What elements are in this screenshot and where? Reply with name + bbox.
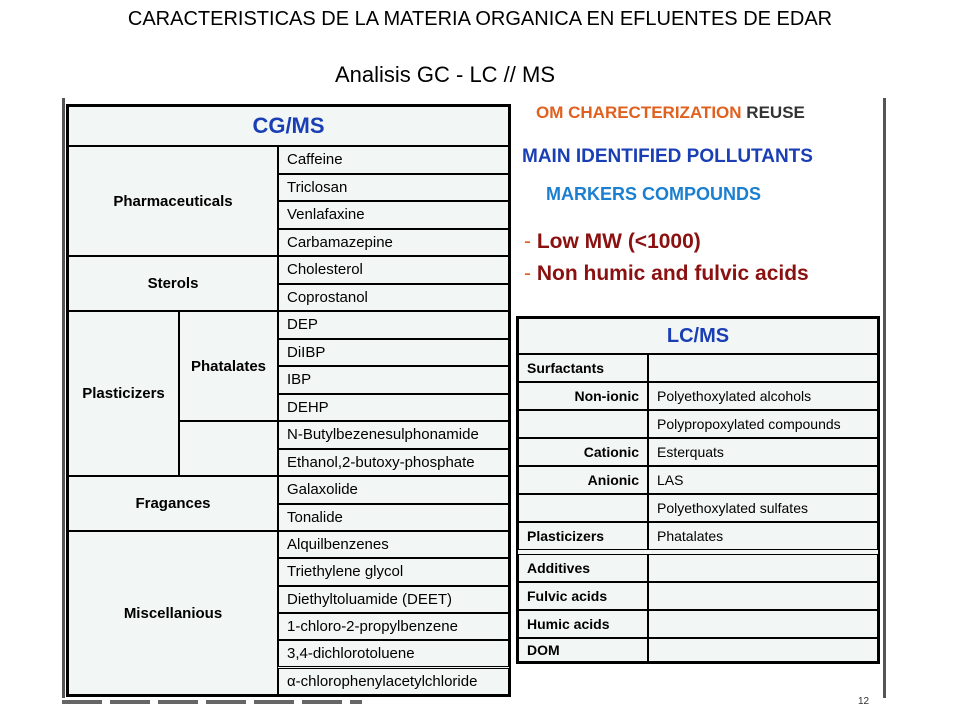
compound-cell: 1-chloro-2-propylbenzene [278, 613, 509, 640]
group-phatalates: Phatalates [179, 311, 278, 421]
compound-cell: N-Butylbezenesulphonamide [278, 421, 509, 449]
slide-subtitle: Analisis GC - LC // MS [334, 62, 556, 87]
om-characterization-heading [536, 103, 805, 123]
lcms-table [516, 316, 880, 664]
lcms-label: Fulvic acids [518, 582, 648, 610]
lcms-value: Polyethoxylated alcohols [648, 382, 878, 410]
lcms-label: Humic acids [518, 610, 648, 638]
group-plasticizers-other [179, 421, 278, 476]
lcms-label: DOM [518, 638, 648, 662]
compound-cell: DiIBP [278, 339, 509, 367]
footer-bar [62, 700, 362, 704]
compound-cell: Diethyltoluamide (DEET) [278, 586, 509, 613]
lcms-header: LC/MS [518, 318, 878, 354]
group-plasticizers: Plasticizers [68, 311, 179, 476]
lcms-label [518, 494, 648, 522]
lcms-label: Plasticizers [518, 522, 648, 550]
compound-cell: Triclosan [278, 174, 509, 202]
bullet-text: Low MW (<1000) [536, 230, 701, 253]
page-number: 12 [858, 696, 870, 707]
bullet-text: Non humic and fulvic acids [536, 262, 809, 285]
markers-heading: MARKERS COMPOUNDS [546, 184, 762, 204]
lcms-value [648, 582, 878, 610]
group-sterols: Sterols [68, 256, 278, 311]
lcms-value: Polyethoxylated sulfates [648, 494, 878, 522]
compound-cell: Caffeine [278, 146, 509, 174]
lcms-value: Phatalates [648, 522, 878, 550]
compound-cell: Tonalide [278, 504, 509, 532]
gcms-table [66, 104, 511, 697]
group-miscellanious: Miscellanious [68, 531, 278, 695]
compound-cell: Ethanol,2-butoxy-phosphate [278, 449, 509, 477]
compound-cell: IBP [278, 366, 509, 394]
om-characterization-label: OM CHARECTERIZATION [536, 103, 742, 122]
slide-title: CARACTERISTICAS DE LA MATERIA ORGANICA EN EFLUENTES DE EDAR [127, 8, 833, 30]
lcms-label: Additives [518, 554, 648, 582]
lcms-label: Non-ionic [518, 382, 648, 410]
lcms-value [648, 554, 878, 582]
lcms-label [518, 410, 648, 438]
lcms-label: Anionic [518, 466, 648, 494]
compound-cell: Triethylene glycol [278, 558, 509, 585]
lcms-value [648, 354, 878, 382]
lcms-value: LAS [648, 466, 878, 494]
compound-cell: Cholesterol [278, 256, 509, 284]
compound-cell: DEP [278, 311, 509, 339]
lcms-value [648, 610, 878, 638]
compound-cell: 3,4-dichlorotoluene [278, 640, 509, 667]
lcms-value: Esterquats [648, 438, 878, 466]
group-pharmaceuticals: Pharmaceuticals [68, 146, 278, 256]
lcms-value: Polypropoxylated compounds [648, 410, 878, 438]
compound-cell: Alquilbenzenes [278, 531, 509, 558]
bullet-dash: - [524, 262, 531, 285]
bullet-dash: - [524, 230, 531, 253]
gcms-header: CG/MS [68, 106, 509, 146]
compound-cell: Galaxolide [278, 476, 509, 504]
bullet-non-humic [524, 262, 809, 286]
main-pollutants-heading: MAIN IDENTIFIED POLLUTANTS [522, 146, 813, 167]
compound-cell: α-chlorophenylacetylchloride [278, 668, 509, 696]
compound-cell: Venlafaxine [278, 201, 509, 229]
lcms-label: Surfactants [518, 354, 648, 382]
compound-cell: Coprostanol [278, 284, 509, 312]
compound-cell: DEHP [278, 394, 509, 422]
group-fragances: Fragances [68, 476, 278, 531]
reuse-label: REUSE [746, 103, 805, 122]
compound-cell: Carbamazepine [278, 229, 509, 257]
bullet-low-mw [524, 230, 701, 254]
lcms-value [648, 638, 878, 662]
lcms-label: Cationic [518, 438, 648, 466]
